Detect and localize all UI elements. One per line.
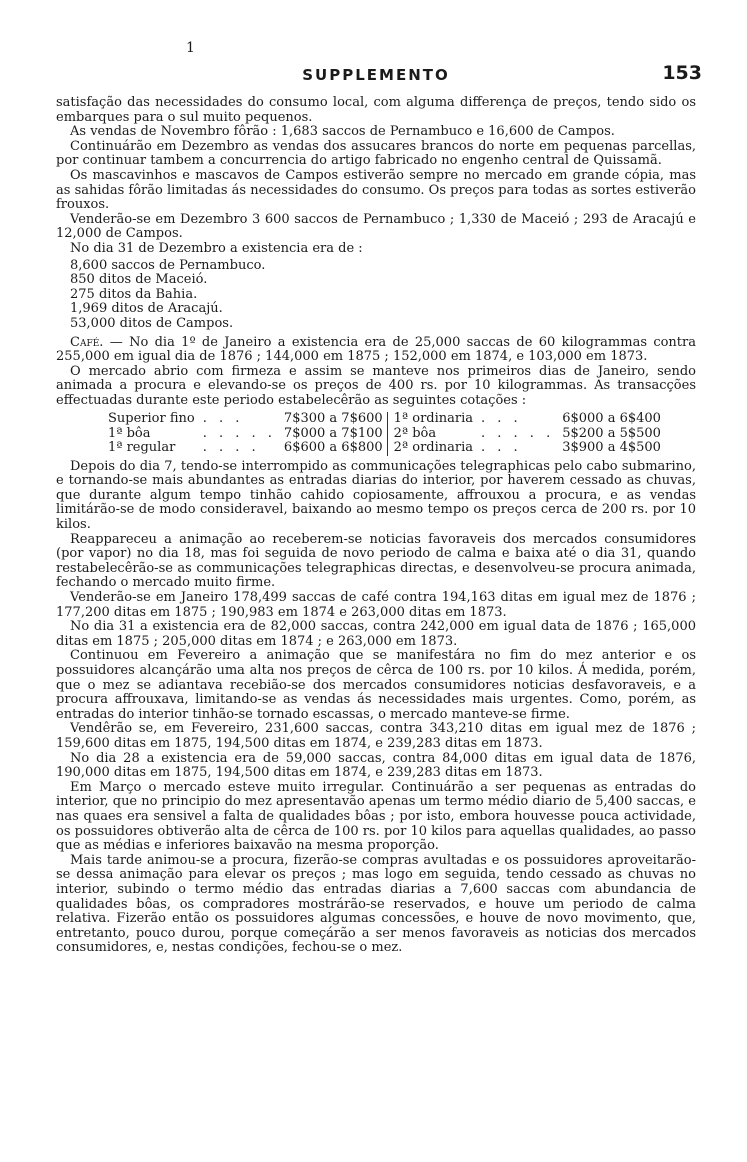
list-item: 275 ditos da Bahia. xyxy=(70,286,198,302)
quote-range: 6$600 a 6$800 xyxy=(283,440,383,456)
quote-label: 2ª bôa xyxy=(387,427,477,441)
page-body xyxy=(56,96,696,956)
leader-dots: . . . . xyxy=(202,440,260,456)
paragraph: O mercado abrio com firmeza e assim se manteve nos primeiros dias de Janeiro, sendo animada a procura e elevando-se os preços de 400 rs. por 10 kilogrammas. As transacções effectuadas durante este periodo estabelecêrão as seguintes cotações : xyxy=(56,363,696,408)
paragraph: Continuárão em Dezembro as vendas dos assucares brancos do norte em pequenas parcellas, por continuar tambem a concurrencia do artigo fabricado no engenho central de Quissamã. xyxy=(56,138,696,169)
paragraph: Mais tarde animou-se a procura, fizerão-se compras avultadas e os possuidores aproveitarão-se dessa animação para elevar os preços ; mas logo em seguida, tendo cessado as chuvas no interior, subindo o termo médio das entradas diarias a 7,600 saccas com abundancia de qualidades bôas, os compradores mostrárão-se reservados, e houve um periodo de calma relativa. Fizerão então os possuidores algumas concessões, e houve de novo movimento, que, entretanto, pouco durou, porque começárão a ser menos favoraveis as noticias dos mercados consumidores, e, nestas condições, fechou-se o mez. xyxy=(56,852,696,956)
quote-label: 1ª bôa xyxy=(108,425,151,441)
quote-range: 7$300 a 7$600 xyxy=(283,411,383,427)
paragraph: Venderão-se em Dezembro 3 600 saccos de Pernambuco ; 1,330 de Maceió ; 293 de Aracajú e 12,000 de Campos. xyxy=(56,211,696,242)
paragraph xyxy=(56,336,696,365)
paragraph: satisfação das necessidades do consumo local, com alguma differença de preços, tendo sido os embarques para o sul muito pequenos. xyxy=(56,95,696,125)
list-item: 850 ditos de Maceió. xyxy=(70,272,208,288)
list-item: 8,600 saccos de Pernambuco. xyxy=(70,257,266,273)
list-item: 53,000 ditos de Campos. xyxy=(70,315,234,331)
paragraph: Em Março o mercado esteve muito irregular. Continuárão a ser pequenas as entradas do interior, que no principio do mez apresentavão apenas um termo médio diario de 5,400 saccas, e nas quaes era sensivel a falta de qualidades bôas ; por isto, embora houvesse pouca actividade, os possuidores obtiverão alta de cêrca de 100 rs. por 10 kilos para aquellas qualidades, ao passo que as médias e inferiores baixavão na mesma proporção. xyxy=(56,779,696,854)
page-number: 153 xyxy=(662,62,702,84)
quote-range: 3$900 a 4$500 xyxy=(562,440,661,456)
paragraph: No dia 28 a existencia era de 59,000 saccas, contra 84,000 ditas em igual data de 1876, 190,000 ditas em 1875, 194,500 ditas em 1874, e 239,283 ditas em 1873. xyxy=(56,750,696,781)
stock-intro: No dia 31 de Dezembro a existencia era de : xyxy=(70,240,363,256)
margin-mark: 1 xyxy=(186,40,195,56)
leader-dots: . . . xyxy=(202,411,244,427)
quote-range: 5$200 a 5$500 xyxy=(562,425,661,441)
quote-label: 1ª regular xyxy=(108,440,176,456)
leader-dots: . . . . . xyxy=(481,425,555,441)
paragraph: Os mascavinhos e mascavos de Campos estiverão sempre no mercado em grande cópia, mas as sahidas fôrão limitadas ás necessidades do consumo. Os preços para todas as sortes estiverão frouxos. xyxy=(56,167,696,213)
quote-range: 7$000 a 7$100 xyxy=(283,425,383,441)
section-heading-cafe: Café. xyxy=(70,334,104,350)
paragraph: No dia 31 a existencia era de 82,000 saccas, contra 242,000 em igual data de 1876 ; 165,000 ditas em 1875 ; 205,000 ditas em 1874 ; e 263,000 em 1873. xyxy=(56,619,696,649)
table-row xyxy=(104,427,665,441)
leader-dots: . . . . . xyxy=(202,425,276,441)
quote-label: 2ª ordinaria xyxy=(387,441,477,455)
paragraph: Depois do dia 7, tendo-se interrompido as communicações telegraphicas pelo cabo submarino, e tornando-se mais abundantes as entradas diarias do interior, por haverem cessado as chuvas, que durante algum tempo tinhão cahido copiosamente, affrouxou a procura, e as vendas limitárão-se de modo consideravel, baixando ao mesmo tempo os preços cerca de 200 rs. por 10 kilos. xyxy=(56,458,696,533)
page-header xyxy=(56,40,702,84)
paragraph: Reappareceu a animação ao receberem-se noticias favoraveis dos mercados consumidores (por vapor) no dia 18, mas foi seguida de novo periodo de calma e baixa até o dia 31, quando restabelecêrão-se as communicações telegraphicas directas, e desenvolveu-se procura animada, fechando o mercado muito firme. xyxy=(56,531,696,591)
running-title: SUPPLEMENTO xyxy=(302,66,450,84)
quote-range: 6$000 a 6$400 xyxy=(562,411,661,427)
paragraph: Venderão-se em Janeiro 178,499 saccas de café contra 194,163 ditas em igual mez de 1876 ; 177,200 ditas em 1875 ; 190,983 em 1874 e 263,000 ditas em 1873. xyxy=(56,590,696,620)
price-quotes-table xyxy=(104,412,665,455)
leader-dots: . . . xyxy=(481,440,522,456)
list-item: 1,969 ditos de Aracajú. xyxy=(70,301,223,317)
leader-dots: . . . xyxy=(481,411,522,427)
paragraph: As vendas de Novembro fôrão : 1,683 saccos de Pernambuco e 16,600 de Campos. xyxy=(70,124,615,140)
paragraph: Vendêrão se, em Fevereiro, 231,600 saccas, contra 343,210 ditas em igual mez de 1876 ; 159,600 ditas em 1875, 194,500 ditas em 1874, e 239,283 ditas em 1873. xyxy=(56,721,696,751)
table-row xyxy=(104,412,665,426)
stock-list xyxy=(70,259,696,332)
quote-label: Superior fino xyxy=(108,411,195,427)
table-row xyxy=(104,441,665,455)
paragraph: Continuou em Fevereiro a animação que se manifestára no fim do mez anterior e os possuidores alcançárão uma alta nos preços de cêrca de 100 rs. por 10 kilos. Á medida, porém, que o mez se adiantava recebião-se dos mercados consumidores noticias desfavoraveis, e a procura affrouxava, limitando-se as vendas ás necessidades mais urgentes. Como, porém, as entradas do interior tinhão-se tornado escassas, o mercado manteve-se firme. xyxy=(56,648,696,722)
paragraph-text: — No dia 1º de Janeiro a existencia era de 25,000 saccas de 60 kilogrammas contra 255,000 em igual dia de 1876 ; 144,000 em 1875 ; 152,000 em 1874, e 103,000 em 1873. xyxy=(56,334,696,365)
quote-label: 1ª ordinaria xyxy=(387,412,477,426)
document-page xyxy=(56,40,702,956)
